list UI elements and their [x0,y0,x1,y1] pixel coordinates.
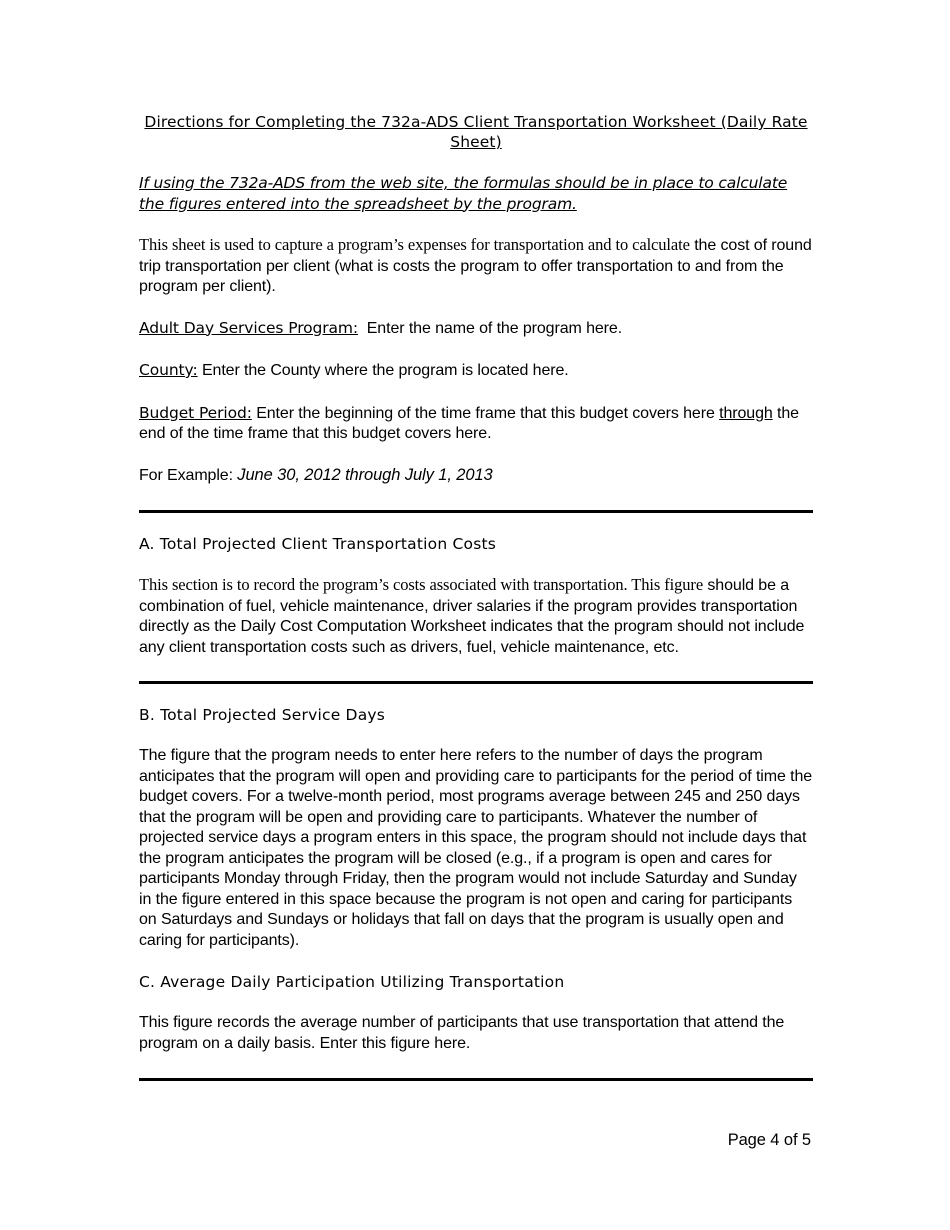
county-label: County: [139,361,198,379]
section-b-heading: B. Total Projected Service Days [139,706,386,724]
county-field [139,360,813,382]
example-value: June 30, 2012 through July 1, 2013 [237,465,493,484]
program-label: Adult Day Services Program: [139,318,359,337]
divider-3 [139,1078,813,1081]
section-c-body: This figure records the average number of participants that use transportation that attend the program on a daily basis. Enter this figure here. [139,1014,785,1052]
document-title: Directions for Completing the 732a-ADS Client Transportation Worksheet (Daily Rate Sheet) [144,113,808,151]
section-a-body-part-1: This section is to record the program’s costs associated with transportation. This figure [139,575,704,594]
budget-period-text-before: Enter the beginning of the time frame that this budget covers here [251,404,720,422]
intro-part-1: This sheet is used to capture a program’s expenses for transportation and to calculate [139,235,690,254]
budget-period-through: through [719,404,773,422]
web-note: If using the 732a-ADS from the web site, the formulas should be in place to calculate the figures entered into the spreadsheet by the program. [139,174,788,213]
page-number: Page 4 of 5 [727,1131,811,1149]
program-text: Enter the name of the program here. [358,319,623,337]
section-a-body [139,575,813,658]
example-line [139,465,813,487]
section-c-heading: C. Average Daily Participation Utilizing Transportation [139,973,565,991]
section-a-heading: A. Total Projected Client Transportation Costs [139,535,497,553]
intro-paragraph [139,235,813,298]
section-a-body-part-2: should be a combination of fuel, vehicle maintenance, driver salaries if the program provides transportation directly as the Daily Cost Computation Worksheet indicates that the program should not include any client transportation costs such as drivers, fuel, vehicle maintenance, etc. [139,577,805,656]
budget-period-text-after: the end of the time frame that this budget covers here. [139,404,799,442]
intro-part-2: the cost of round trip transportation per client (what is costs the program to offer transportation to and from the program per client). [139,237,812,295]
county-text: Enter the County where the program is located here. [197,362,569,379]
section-b-body: The figure that the program needs to enter here refers to the number of days the program anticipates that the program will open and providing care to participants for the period of time the budget covers. For a twelve-month period, most programs average between 245 and 250 days that the program will be open and providing care to participants. Whatever the number of projected service days a program enters in this space, the program should not include days that the program anticipates the program will be closed (e.g., if a program is open and cares for participants Monday through Friday, then the program would not include Saturday and Sunday in the figure entered in this space because the program is not open and caring for participants on Saturdays and Sundays or holidays that fall on days that the program is usually open and caring for participants). [139,747,813,949]
example-label: For Example: [139,466,238,484]
document-page [139,112,813,1081]
program-field [139,318,813,340]
divider-2 [139,681,813,684]
budget-period-field [139,403,813,445]
divider-1 [139,510,813,513]
budget-period-label: Budget Period: [139,403,252,422]
